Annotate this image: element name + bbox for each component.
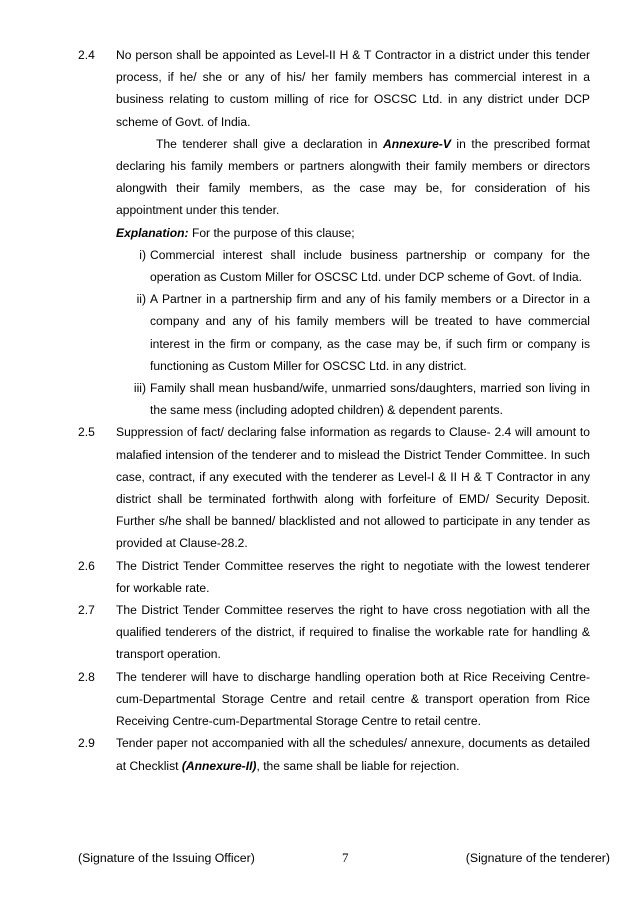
clause-2-9 <box>78 732 590 776</box>
clause-2-5 <box>78 421 590 554</box>
clause-number: 2.4 <box>78 48 95 62</box>
clause-text: The District Tender Committee reserves the right to negotiate with the lowest tenderer for workable rate. <box>116 558 590 595</box>
clause-number: 2.9 <box>78 736 95 751</box>
clause-2-7 <box>78 599 590 666</box>
clause-body <box>116 421 590 554</box>
issuing-officer-signature-label: (Signature of the Issuing Officer) <box>78 851 255 865</box>
sub-item-text: Family shall mean husband/wife, unmarried sons/daughters, married son living in the same mess (including adopted children) & dependent parents. <box>150 381 590 418</box>
clause-2-8 <box>78 666 590 733</box>
clause-2-6 <box>78 555 590 599</box>
annexure-reference: Annexure-V <box>383 136 451 151</box>
clause-text <box>116 732 590 776</box>
clause-number: 2.6 <box>78 558 95 573</box>
paragraph-text: in the prescribed format declaring his family members or partners alongwith their family members or directors alongwith their family members, as the case may be, for consideration of his appointment under this tender. <box>116 136 591 218</box>
document-body <box>78 44 590 777</box>
sub-item-text: Commercial interest shall include business partnership or company for the operation as Custom Miller for OSCSC Ltd. under DCP scheme of Govt. of India. <box>150 247 590 285</box>
annexure-reference: (Annexure-II) <box>181 758 257 773</box>
sub-item-text: A Partner in a partnership firm and any of his family members or a Director in a company and any of his family members will be treated to have commercial interest in the firm or company, as the case may be, if such firm or company is functioning as Custom Miller for OSCSC Ltd. in any district. <box>150 292 590 373</box>
sub-item <box>122 288 590 377</box>
clause-paragraph <box>116 133 590 222</box>
clause-text-part: Tender paper not accompanied with all the schedules/ annexure, documents as detailed at Checklist <box>116 736 590 773</box>
clause-body <box>116 44 590 421</box>
clause-number: 2.7 <box>78 603 95 618</box>
sub-item-numeral: iii) <box>133 381 146 396</box>
clause-body <box>116 599 590 666</box>
clause-body <box>116 732 590 776</box>
clause-number: 2.5 <box>78 425 95 440</box>
clause-2-4 <box>78 44 590 421</box>
clause-text: The District Tender Committee reserves the right to have cross negotiation with all the qualified tenderers of the district, if required to finalise the workable rate for handling & transport operation. <box>116 603 590 662</box>
clause-body <box>116 555 590 599</box>
clause-number: 2.8 <box>78 669 95 684</box>
sub-item <box>122 377 590 421</box>
tenderer-signature-label: (Signature of the tenderer) <box>465 851 610 865</box>
page-footer <box>78 846 610 870</box>
explanation-text: For the purpose of this clause; <box>188 225 355 240</box>
clause-text-part: , the same shall be liable for rejection. <box>256 758 460 773</box>
clause-text: The tenderer will have to discharge handling operation both at Rice Receiving Centre-cum-Departmental Storage Centre and retail centre & transport operation from Rice Receiving Centre-cum-Departmental Storage Centre to retail centre. <box>116 669 590 729</box>
sub-item-list <box>122 244 590 422</box>
sub-item <box>122 244 590 288</box>
clause-paragraph: No person shall be appointed as Level-II H & T Contractor in a district under this tender process, if he/ she or any of his/ her family members has commercial interest in a business relating to custom milling of rice for OSCSC Ltd. in any district under DCP scheme of Govt. of India. <box>116 48 590 129</box>
clause-body <box>116 666 590 733</box>
explanation <box>116 222 590 244</box>
page-number: 7 <box>342 850 349 865</box>
clause-text: Suppression of fact/ declaring false information as regards to Clause- 2.4 will amount to malafied intension of the tenderer and to mislead the District Tender Committee. In such case, contract, if any executed with the tenderer as Level-I & II H & T Contractor in any district shall be terminated forthwith along with forfeiture of EMD/ Security Deposit. Further s/he shall be banned/ blacklisted and not allowed to participate in any tender as provided at Clause-28.2. <box>116 425 590 551</box>
sub-item-numeral: ii) <box>136 292 146 307</box>
paragraph-text: The tenderer shall give a declaration in <box>156 136 384 151</box>
sub-item-numeral: i) <box>139 247 146 262</box>
explanation-label: Explanation: <box>116 225 189 240</box>
